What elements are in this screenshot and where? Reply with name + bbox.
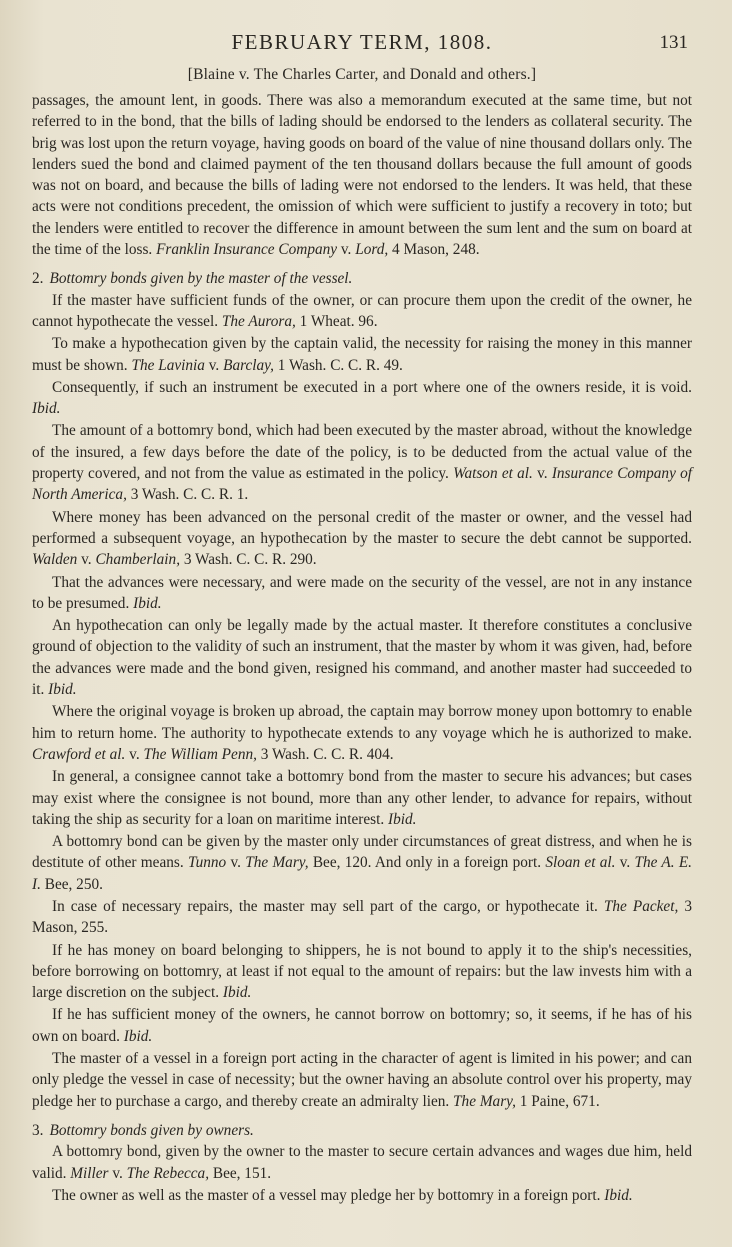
text-run: 3 Wash. C. C. R. 404. — [256, 745, 394, 763]
case-citation: Ibid. — [32, 400, 61, 418]
case-citation: Watson et al. — [453, 465, 533, 483]
page-number: 131 — [659, 32, 688, 53]
text-run: 3 Mason, 255. — [32, 897, 692, 937]
text-run: A bottomry bond can be given by the master only under circumstances of great distress, and when he is destitute of other means. — [32, 833, 692, 872]
text-run: In general, a consignee cannot take a bottomry bond from the master to secure his advances; but cases may exist where the consignee is not bound, more than any other lender, to advance for repairs, without taking the ship as security for a loan on maritime interest. — [32, 768, 692, 828]
case-citation: Tunno — [187, 854, 227, 872]
case-citation: Ibid. — [133, 594, 162, 612]
text-run: An hypothecation can only be legally made by the actual master. It therefore constitutes a conclusive ground of objection to the validity of such an instrument, that the master by whom it was given, had, before the advances were made and the bond given, resigned his command, and another master had succeeded to it. — [32, 617, 692, 699]
paragraph — [32, 831, 692, 895]
case-citation: Ibid. — [222, 984, 252, 1002]
text-run: That the advances were necessary, and were made on the security of the vessel, are not in any instance to be presumed. — [32, 573, 692, 612]
section-heading — [32, 1120, 692, 1141]
case-citation: Sloan et al. — [545, 854, 616, 872]
case-citation: The Lavinia — [131, 356, 205, 374]
case-citation: Crawford et al. — [32, 745, 126, 763]
paragraph — [32, 333, 692, 376]
case-citation: Insurance Company of North America, — [32, 465, 692, 504]
paragraph — [32, 701, 692, 765]
text-run: A bottomry bond, given by the owner to the master to secure certain advances and wages due him, held valid. — [32, 1143, 692, 1182]
case-caption: [Blaine v. The Charles Carter, and Donald and others.] — [187, 66, 537, 83]
section-number: 3. — [32, 1121, 44, 1139]
section-title: Bottomry bonds given by owners. — [49, 1121, 254, 1139]
text-run: Bee, 151. — [209, 1164, 272, 1182]
case-citation: The Mary, — [245, 854, 309, 872]
paragraph — [32, 377, 692, 420]
text-run: The owner as well as the master of a vessel may pledge her by bottomry in a foreign port. — [52, 1186, 605, 1204]
paragraph — [32, 1004, 692, 1047]
case-citation: Ibid. — [48, 681, 77, 699]
paragraph — [32, 1141, 692, 1184]
text-run: If the master have sufficient funds of the owner, or can procure them upon the credit of the owner, he cannot hypothecate the vessel. — [32, 291, 692, 330]
text-run: Where money has been advanced on the personal credit of the master or owner, and the vessel had performed a subsequent voyage, an hypothecation by the master to secure the debt cannot be supported. — [32, 508, 692, 547]
text-run: v. — [532, 465, 552, 483]
text-run: 3 Wash. C. C. R. 290. — [180, 551, 317, 569]
case-citation: The William Penn, — [143, 745, 257, 763]
paragraph — [32, 572, 692, 615]
case-citation: Ibid. — [604, 1186, 633, 1204]
text-run: Where the original voyage is broken up abroad, the captain may borrow money upon bottomry to enable him to return home. The authority to hypothecate extends to any voyage which he is authorized to make. — [32, 703, 692, 742]
text-run: v. — [226, 854, 246, 872]
text-run: 4 Mason, 248. — [388, 241, 480, 259]
text-run: To make a hypothecation given by the captain valid, the necessity for raising the money in this manner must be shown. — [32, 335, 692, 374]
case-citation: Ibid. — [123, 1027, 153, 1045]
case-citation: The Rebecca, — [126, 1164, 210, 1182]
case-citation: Barclay, — [223, 356, 274, 374]
case-citation: The Packet, — [603, 897, 679, 915]
text-run: 1 Wheat. 96. — [295, 312, 378, 330]
paragraph — [32, 940, 692, 1004]
paragraph — [32, 1185, 692, 1206]
paragraph — [32, 507, 692, 571]
text-run: v. — [337, 241, 356, 259]
text-run: If he has sufficient money of the owners, he cannot borrow on bottomry; so, it seems, if he has of his own on board. — [32, 1006, 692, 1045]
paragraph — [32, 766, 692, 830]
text-run: 1 Paine, 671. — [515, 1092, 600, 1110]
paragraph — [32, 615, 692, 700]
section-title: Bottomry bonds given by the master of the vessel. — [49, 270, 353, 288]
section-heading — [32, 268, 692, 289]
text-run: 1 Wash. C. C. R. 49. — [273, 356, 403, 374]
paragraph — [32, 896, 692, 939]
text-run: v. — [204, 356, 224, 374]
text-run: v. — [77, 551, 96, 569]
paragraph — [32, 290, 692, 333]
text-run: If he has money on board belonging to shippers, he is not bound to apply it to the ship's necessities, before borrowing on bottomry, at least if not equal to the amount of repairs: but the law invests him with a large discretion on the subject. — [32, 941, 692, 1002]
running-title: FEBRUARY TERM, 1808. — [231, 30, 493, 54]
text-run: v. — [125, 745, 144, 763]
paragraph — [32, 1048, 692, 1112]
text-run: Bee, 250. — [40, 875, 103, 893]
text-run: The master of a vessel in a foreign port acting in the character of agent is limited in his power; and can only pledge the vessel in case of necessity; but the owner having an absolute control over his property, may pledge her to purchase a cargo, and thereby create an admiralty lien. — [32, 1050, 692, 1110]
body-text — [32, 90, 692, 1206]
text-run: Bee, 120. And only in a foreign port. — [308, 854, 546, 872]
text-run: v. — [615, 854, 635, 872]
text-run: The amount of a bottomry bond, which had been executed by the master abroad, without the knowledge of the insured, a few days before the date of the policy, is to be deducted from the actual value of the property covered, and not from the value as estimated in the policy. — [32, 422, 692, 483]
text-run: 3 Wash. C. C. R. 1. — [126, 486, 249, 504]
case-citation: The Aurora, — [221, 312, 296, 330]
case-citation: Lord, — [355, 241, 389, 259]
section-number: 2. — [32, 270, 44, 288]
case-citation: Walden — [32, 551, 78, 569]
paragraph — [32, 90, 692, 260]
case-citation: Miller — [70, 1164, 109, 1182]
case-citation: The A. E. I. — [32, 854, 692, 893]
text-run: Consequently, if such an instrument be executed in a port where one of the owners reside, it is void. — [52, 378, 692, 396]
case-citation: Franklin Insurance Company — [156, 241, 338, 259]
running-head — [32, 30, 692, 56]
case-citation: Ibid. — [387, 810, 417, 828]
text-run: v. — [108, 1164, 127, 1182]
text-run: In case of necessary repairs, the master may sell part of the cargo, or hypothecate it. — [52, 897, 604, 915]
paragraph — [32, 420, 692, 505]
case-citation: The Mary, — [453, 1092, 516, 1110]
text-run: passages, the amount lent, in goods. There was also a memorandum executed at the same time, but not referred to in the bond, that the bills of lading should be endorsed to the lenders as collateral security. The brig was lost upon the return voyage, having goods on board of the value of nine thousand dollars only. The lenders sued the bond and claimed payment of the ten thousand dollars because the full amount of goods was not on board, and because the bills of lading were not endorsed to the lenders. It was held, that these acts were not conditions precedent, the omission of which were sufficient to justify a recovery in toto; but the lenders were entitled to recover the difference in amount between the sum lent and the sum on board at the time of the loss. — [32, 92, 692, 259]
case-citation: Chamberlain, — [95, 551, 181, 569]
